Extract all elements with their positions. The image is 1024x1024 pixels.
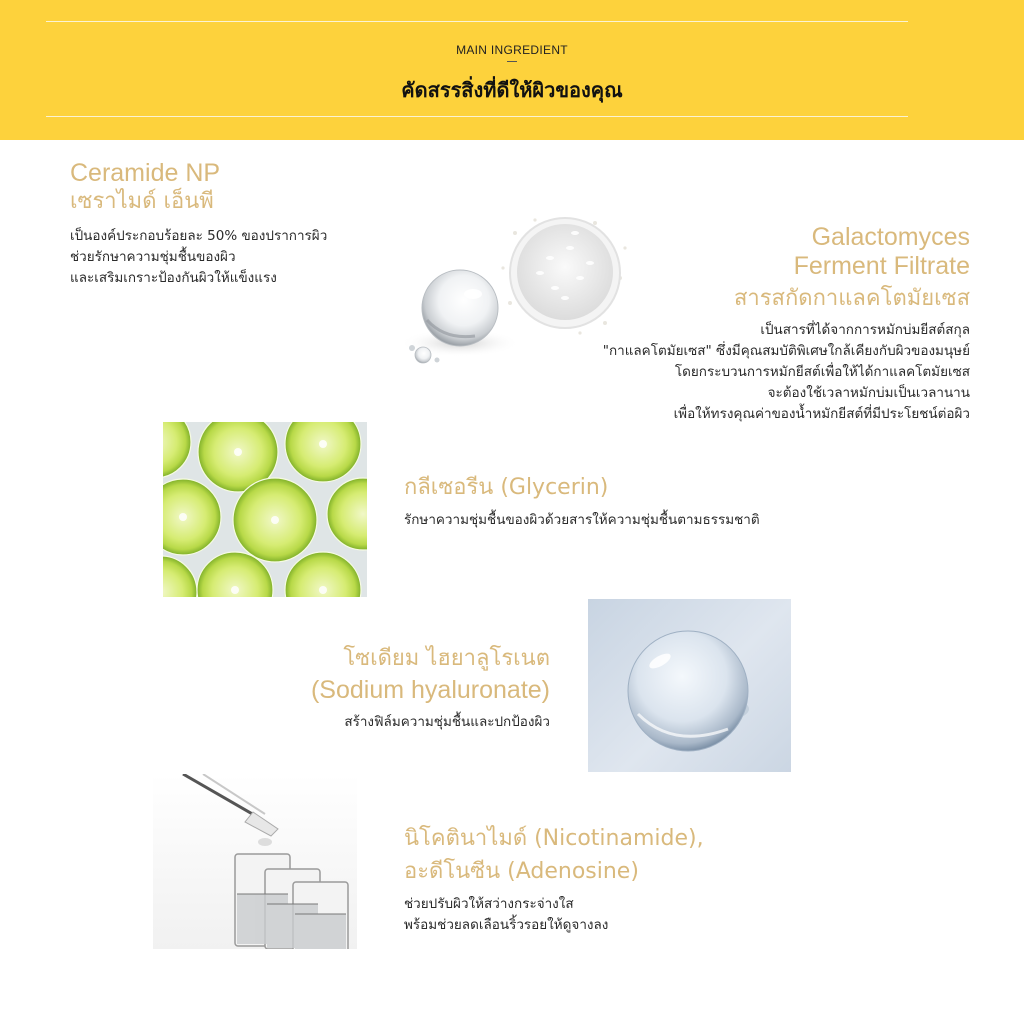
galactomyces-title-en-line2: Ferment Filtrate — [793, 252, 970, 280]
galactomyces-title-en-line1: Galactomyces — [811, 223, 970, 251]
bergamot-image — [163, 422, 367, 597]
pipette-tubes-image — [153, 774, 357, 949]
ceramide-description: เป็นองค์ประกอบร้อยละ 50% ของปราการผิว ช่วยรักษาความชุ่มชื้นของผิว และเสริมเกราะป้องกันผิวให้แข็งแรง — [70, 228, 328, 286]
galactomyces-title-th: สารสกัดกาแลคโตมัยเซส — [733, 286, 970, 311]
hyaluronate-title-th: โซเดียม ไฮยาลูโรเนต — [343, 646, 550, 671]
header-banner — [0, 0, 1024, 140]
glycerin-title: กลีเซอรีน (Glycerin) — [404, 475, 609, 500]
droplet-rice-image — [365, 208, 635, 378]
nicotinamide-title: นิโคตินาไมด์ (Nicotinamide), — [404, 826, 704, 851]
hyaluronate-title-en: (Sodium hyaluronate) — [310, 676, 550, 704]
ceramide-title-en: Ceramide NP — [70, 159, 221, 187]
section-headline: คัดสรรสิ่งที่ดีให้ผิวของคุณ — [401, 78, 623, 102]
galactomyces-description: เป็นสารที่ได้จากการหมักบ่มยีสต์สกุล "กาแลคโตมัยเซส" ซึ่งมีคุณสมบัติพิเศษใกล้เคียงกับผิวของมนุษย์ โดยกระบวนการหมักยีสต์เพื่อให้ได้กาแลคโตมัยเซส จะต้องใช้เวลาหมักบ่มเป็นเวลานาน เพื่อให้ทรงคุณค่าของน้ำหมักยีสต์ที่มีประโยชน์ต่อผิว — [602, 322, 970, 422]
header-bottom-divider — [46, 116, 908, 117]
hyaluronate-description: สร้างฟิล์มความชุ่มชื้นและปกป้องผิว — [344, 714, 550, 730]
section-kicker: MAIN INGREDIENT — [456, 43, 568, 57]
glycerin-description: รักษาความชุ่มชื้นของผิวด้วยสารให้ความชุ่มชื้นตามธรรมชาติ — [404, 512, 760, 528]
nicotinamide-description: ช่วยปรับผิวให้สว่างกระจ่างใส พร้อมช่วยลดเลือนริ้วรอยให้ดูจางลง — [404, 896, 609, 933]
header-top-divider — [46, 21, 908, 22]
kicker-underline — [507, 61, 517, 62]
droplet-blue-image — [588, 599, 791, 772]
ceramide-title-th: เซราไมด์ เอ็นพี — [70, 189, 214, 214]
adenosine-title: อะดีโนซีน (Adenosine) — [404, 859, 639, 884]
